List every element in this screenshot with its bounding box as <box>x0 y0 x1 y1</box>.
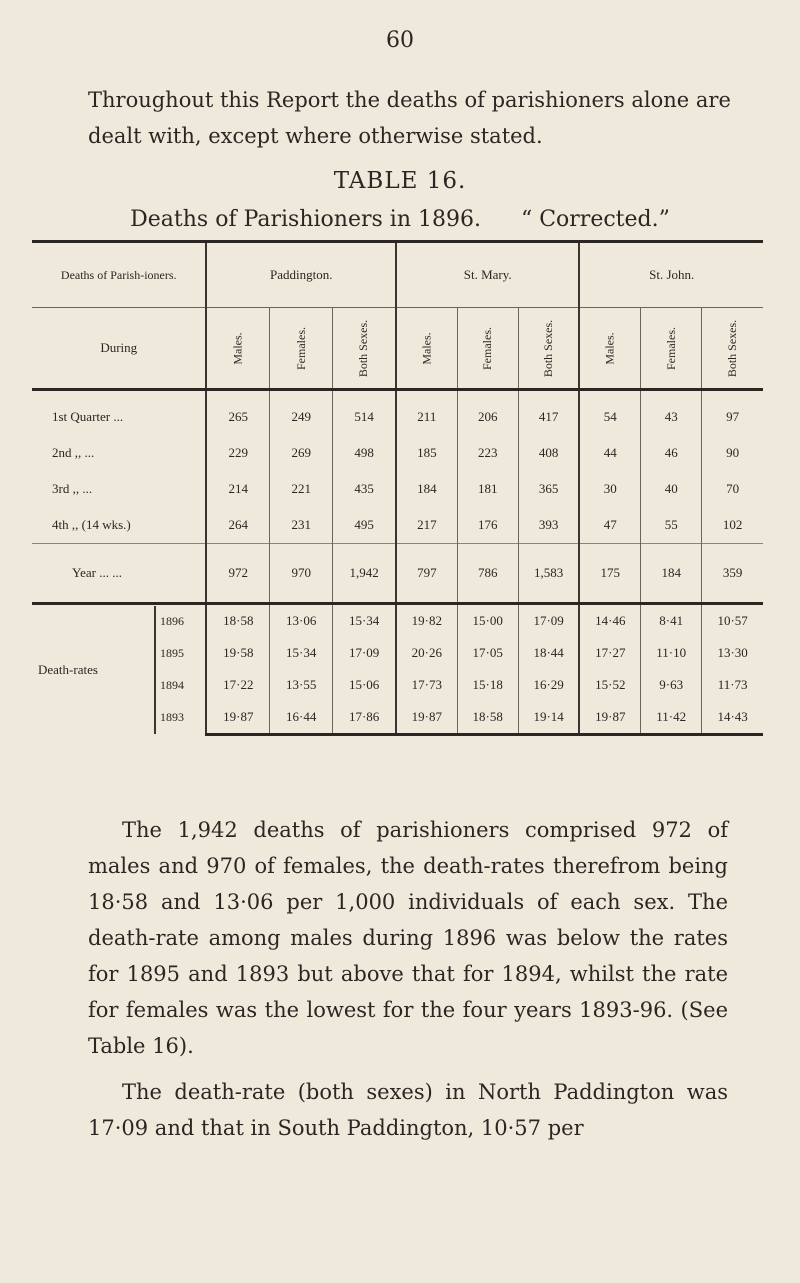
table-cell: 11·73 <box>702 669 763 701</box>
subheader-females: Females. <box>293 327 308 370</box>
table-cell: 54 <box>579 390 640 436</box>
subheader-both-sexes: Both Sexes. <box>541 319 556 378</box>
body-paragraph: The 1,942 deaths of parishioners comprised 972 of males and 970 of females, the death-rates therefrom being 18·58 and 13·06 per 1,000 individuals of each sex. The death-rate among males during 1896 was below the rates for 1895 and 1893 but above that for 1894, whilst the rate for females was the lowest for the four years 1893-96. (See Table 16). <box>88 818 728 1058</box>
table-cell: 393 <box>518 507 579 544</box>
page-number: 60 <box>386 28 414 53</box>
table-cell: 359 <box>702 544 763 604</box>
table-cell: 17·09 <box>518 604 579 638</box>
table-cell: 55 <box>641 507 702 544</box>
table-caption-note: “ Corrected.” <box>520 207 670 232</box>
table-cell: 17·09 <box>333 637 396 669</box>
body-paragraph: The death-rate (both sexes) in North Paddington was 17·09 and that in South Paddington, 10·57 per <box>88 1080 728 1140</box>
table-cell: 17·27 <box>579 637 640 669</box>
table-cell: 15·00 <box>457 604 518 638</box>
table-cell: 269 <box>270 435 333 471</box>
table-cell: 19·58 <box>206 637 269 669</box>
during-header: During <box>32 308 206 390</box>
table-cell: 498 <box>333 435 396 471</box>
table-cell: 264 <box>206 507 269 544</box>
table-cell: 9·63 <box>641 669 702 701</box>
table-cell: 365 <box>518 471 579 507</box>
table-cell: 184 <box>396 471 457 507</box>
row-label: 4th ,, (14 wks.) <box>52 517 131 532</box>
table-row <box>32 390 763 436</box>
table-cell: 19·87 <box>579 701 640 735</box>
table-cell: 15·34 <box>333 604 396 638</box>
table-cell: 176 <box>457 507 518 544</box>
table-cell: 17·73 <box>396 669 457 701</box>
table-cell: 185 <box>396 435 457 471</box>
death-rates-label: Death-rates <box>38 661 98 677</box>
table-cell: 15·34 <box>270 637 333 669</box>
table-cell: 19·87 <box>396 701 457 735</box>
row-label: Year ... ... <box>32 544 206 604</box>
table-cell: 13·55 <box>270 669 333 701</box>
subheader-females: Females. <box>480 327 495 370</box>
table-cell: 181 <box>457 471 518 507</box>
table-cell: 1,942 <box>333 544 396 604</box>
table-cell: 13·06 <box>270 604 333 638</box>
subheader-females: Females. <box>663 327 678 370</box>
rate-year: 1893 <box>155 702 205 734</box>
table-cell: 11·10 <box>641 637 702 669</box>
table-cell: 10·57 <box>702 604 763 638</box>
table-cell: 18·58 <box>457 701 518 735</box>
table-cell: 408 <box>518 435 579 471</box>
table-row <box>32 507 763 544</box>
row-label: 3rd ,, ... <box>52 481 93 496</box>
table-cell: 797 <box>396 544 457 604</box>
table-cell: 17·05 <box>457 637 518 669</box>
table-cell: 19·87 <box>206 701 269 735</box>
table-cell: 14·46 <box>579 604 640 638</box>
rate-year: 1896 <box>155 606 205 638</box>
table-cell: 46 <box>641 435 702 471</box>
table-cell: 786 <box>457 544 518 604</box>
group-header-paddington: Paddington. <box>206 242 396 308</box>
table-cell: 13·30 <box>702 637 763 669</box>
table-cell: 175 <box>579 544 640 604</box>
table-cell: 214 <box>206 471 269 507</box>
group-header-st-john: St. John. <box>579 242 763 308</box>
table-cell: 8·41 <box>641 604 702 638</box>
body-text <box>88 812 728 1156</box>
table-cell: 972 <box>206 544 269 604</box>
table-caption <box>0 207 800 232</box>
year-total-row <box>32 544 763 604</box>
table-row <box>32 435 763 471</box>
table-cell: 229 <box>206 435 269 471</box>
table-cell: 249 <box>270 390 333 436</box>
subheader-males: Males. <box>419 332 434 365</box>
table-cell: 17·86 <box>333 701 396 735</box>
rate-year: 1894 <box>155 670 205 702</box>
table-cell: 44 <box>579 435 640 471</box>
subheader-males: Males. <box>602 332 617 365</box>
row-label: 1st Quarter ... <box>52 409 124 424</box>
table-cell: 14·43 <box>702 701 763 735</box>
table-cell: 11·42 <box>641 701 702 735</box>
table-corner-header: Deaths of Parish-ioners. <box>32 242 206 308</box>
table-row <box>32 604 763 638</box>
table-cell: 15·18 <box>457 669 518 701</box>
intro-paragraph: Throughout this Report the deaths of parishioners alone are dealt with, except where otherwise stated. <box>88 88 731 148</box>
table-cell: 18·58 <box>206 604 269 638</box>
table-cell: 102 <box>702 507 763 544</box>
rate-year: 1895 <box>155 638 205 670</box>
row-label: 2nd ,, ... <box>52 445 95 460</box>
group-header-st-mary: St. Mary. <box>396 242 579 308</box>
table-cell: 40 <box>641 471 702 507</box>
table-cell: 265 <box>206 390 269 436</box>
table-cell: 47 <box>579 507 640 544</box>
table-cell: 16·29 <box>518 669 579 701</box>
table-cell: 184 <box>641 544 702 604</box>
subheader-both-sexes: Both Sexes. <box>356 319 371 378</box>
table-cell: 20·26 <box>396 637 457 669</box>
table-cell: 18·44 <box>518 637 579 669</box>
table-cell: 30 <box>579 471 640 507</box>
table-cell: 435 <box>333 471 396 507</box>
table-row <box>32 471 763 507</box>
subheader-males: Males. <box>230 332 245 365</box>
table-cell: 514 <box>333 390 396 436</box>
table-cell: 217 <box>396 507 457 544</box>
table-cell: 15·06 <box>333 669 396 701</box>
table-cell: 206 <box>457 390 518 436</box>
table-cell: 970 <box>270 544 333 604</box>
table-title: TABLE 16. <box>333 168 467 194</box>
table-cell: 15·52 <box>579 669 640 701</box>
deaths-table <box>32 240 763 736</box>
table-cell: 231 <box>270 507 333 544</box>
table-cell: 221 <box>270 471 333 507</box>
table-cell: 417 <box>518 390 579 436</box>
table-caption-text: Deaths of Parishioners in 1896. <box>130 207 481 232</box>
table-cell: 19·82 <box>396 604 457 638</box>
table-cell: 70 <box>702 471 763 507</box>
table-cell: 1,583 <box>518 544 579 604</box>
table-cell: 223 <box>457 435 518 471</box>
table-cell: 16·44 <box>270 701 333 735</box>
table-cell: 495 <box>333 507 396 544</box>
table-cell: 43 <box>641 390 702 436</box>
table-cell: 90 <box>702 435 763 471</box>
table-cell: 97 <box>702 390 763 436</box>
subheader-both-sexes: Both Sexes. <box>725 319 740 378</box>
table-cell: 17·22 <box>206 669 269 701</box>
table-cell: 19·14 <box>518 701 579 735</box>
table-cell: 211 <box>396 390 457 436</box>
